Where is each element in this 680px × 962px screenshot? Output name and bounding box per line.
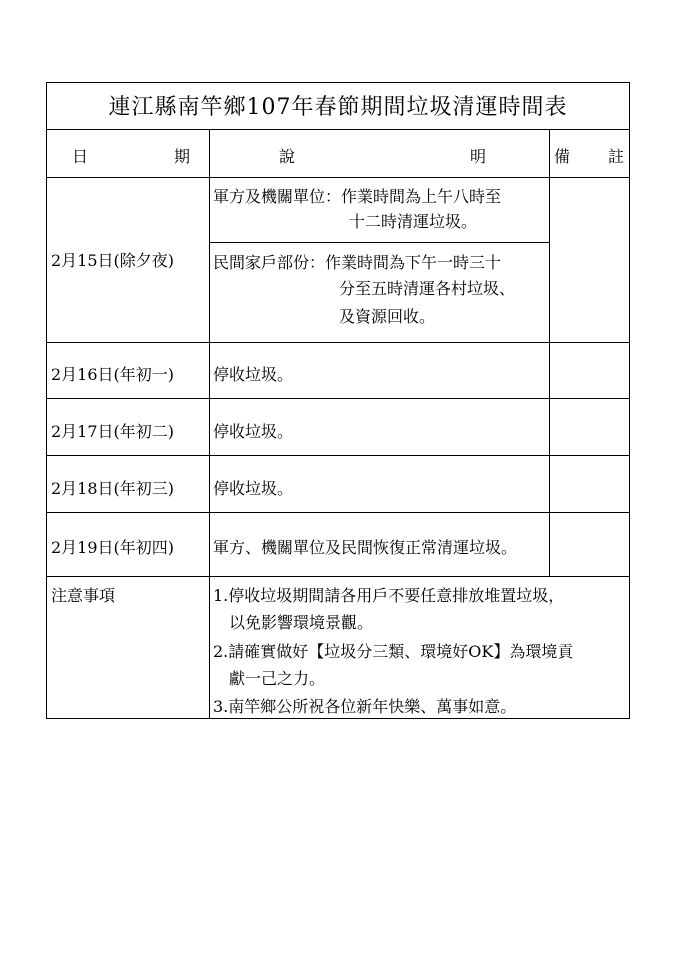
notes-line: 1.停收垃圾期間請各用戶不要任意排放堆置垃圾， xyxy=(213,586,565,605)
rule-col-desc xyxy=(549,129,550,576)
row-desc-line: 民間家戶部份：作業時間為下午一時三十 xyxy=(213,253,502,272)
schedule-table xyxy=(46,82,630,719)
row-desc-line: 軍方及機關單位：作業時間為上午八時至 xyxy=(213,187,502,206)
rule-title-bottom xyxy=(47,129,629,130)
header-date-char-2: 期 xyxy=(174,147,191,166)
row-desc: 停收垃圾。 xyxy=(213,365,294,384)
notes-label: 注意事項 xyxy=(51,586,116,605)
row-date: 2月17日(年初二) xyxy=(51,422,175,441)
page-title: 連江縣南竿鄉107年春節期間垃圾清運時間表 xyxy=(108,95,568,120)
notes-line: 獻一己之力。 xyxy=(229,669,326,688)
row-desc: 軍方、機關單位及民間恢復正常清運垃圾。 xyxy=(213,538,518,557)
row-date: 2月19日(年初四) xyxy=(51,538,175,557)
row-date: 2月16日(年初一) xyxy=(51,365,175,384)
rule-header-bottom xyxy=(47,177,629,178)
notes-line: 3.南竿鄉公所祝各位新年快樂、萬事如意。 xyxy=(213,697,517,716)
header-date-char-1: 日 xyxy=(72,147,89,166)
row-desc-line: 及資源回收。 xyxy=(339,307,436,326)
row-desc: 停收垃圾。 xyxy=(213,479,294,498)
row-desc: 停收垃圾。 xyxy=(213,422,294,441)
rule-row4-bottom xyxy=(47,512,629,513)
rule-row1-bottom xyxy=(47,342,629,343)
header-note-char-2: 註 xyxy=(608,147,625,166)
rule-row5-bottom xyxy=(47,576,629,577)
rule-row3-bottom xyxy=(47,455,629,456)
header-desc-char-1: 說 xyxy=(279,147,296,166)
notes-line: 2.請確實做好【垃圾分三類、環境好OK】為環境貢 xyxy=(213,642,574,661)
header-desc-char-2: 明 xyxy=(470,147,487,166)
row-date: 2月15日(除夕夜) xyxy=(51,251,175,270)
row-desc-line: 十二時清運垃圾。 xyxy=(349,212,478,231)
rule-row2-bottom xyxy=(47,398,629,399)
header-note-char-1: 備 xyxy=(554,147,571,166)
rule-row1-split xyxy=(209,242,549,243)
row-desc-line: 分至五時清運各村垃圾、 xyxy=(339,279,516,298)
rule-col-date xyxy=(209,129,210,718)
notes-line: 以免影響環境景觀。 xyxy=(229,613,374,632)
row-date: 2月18日(年初三) xyxy=(51,479,175,498)
